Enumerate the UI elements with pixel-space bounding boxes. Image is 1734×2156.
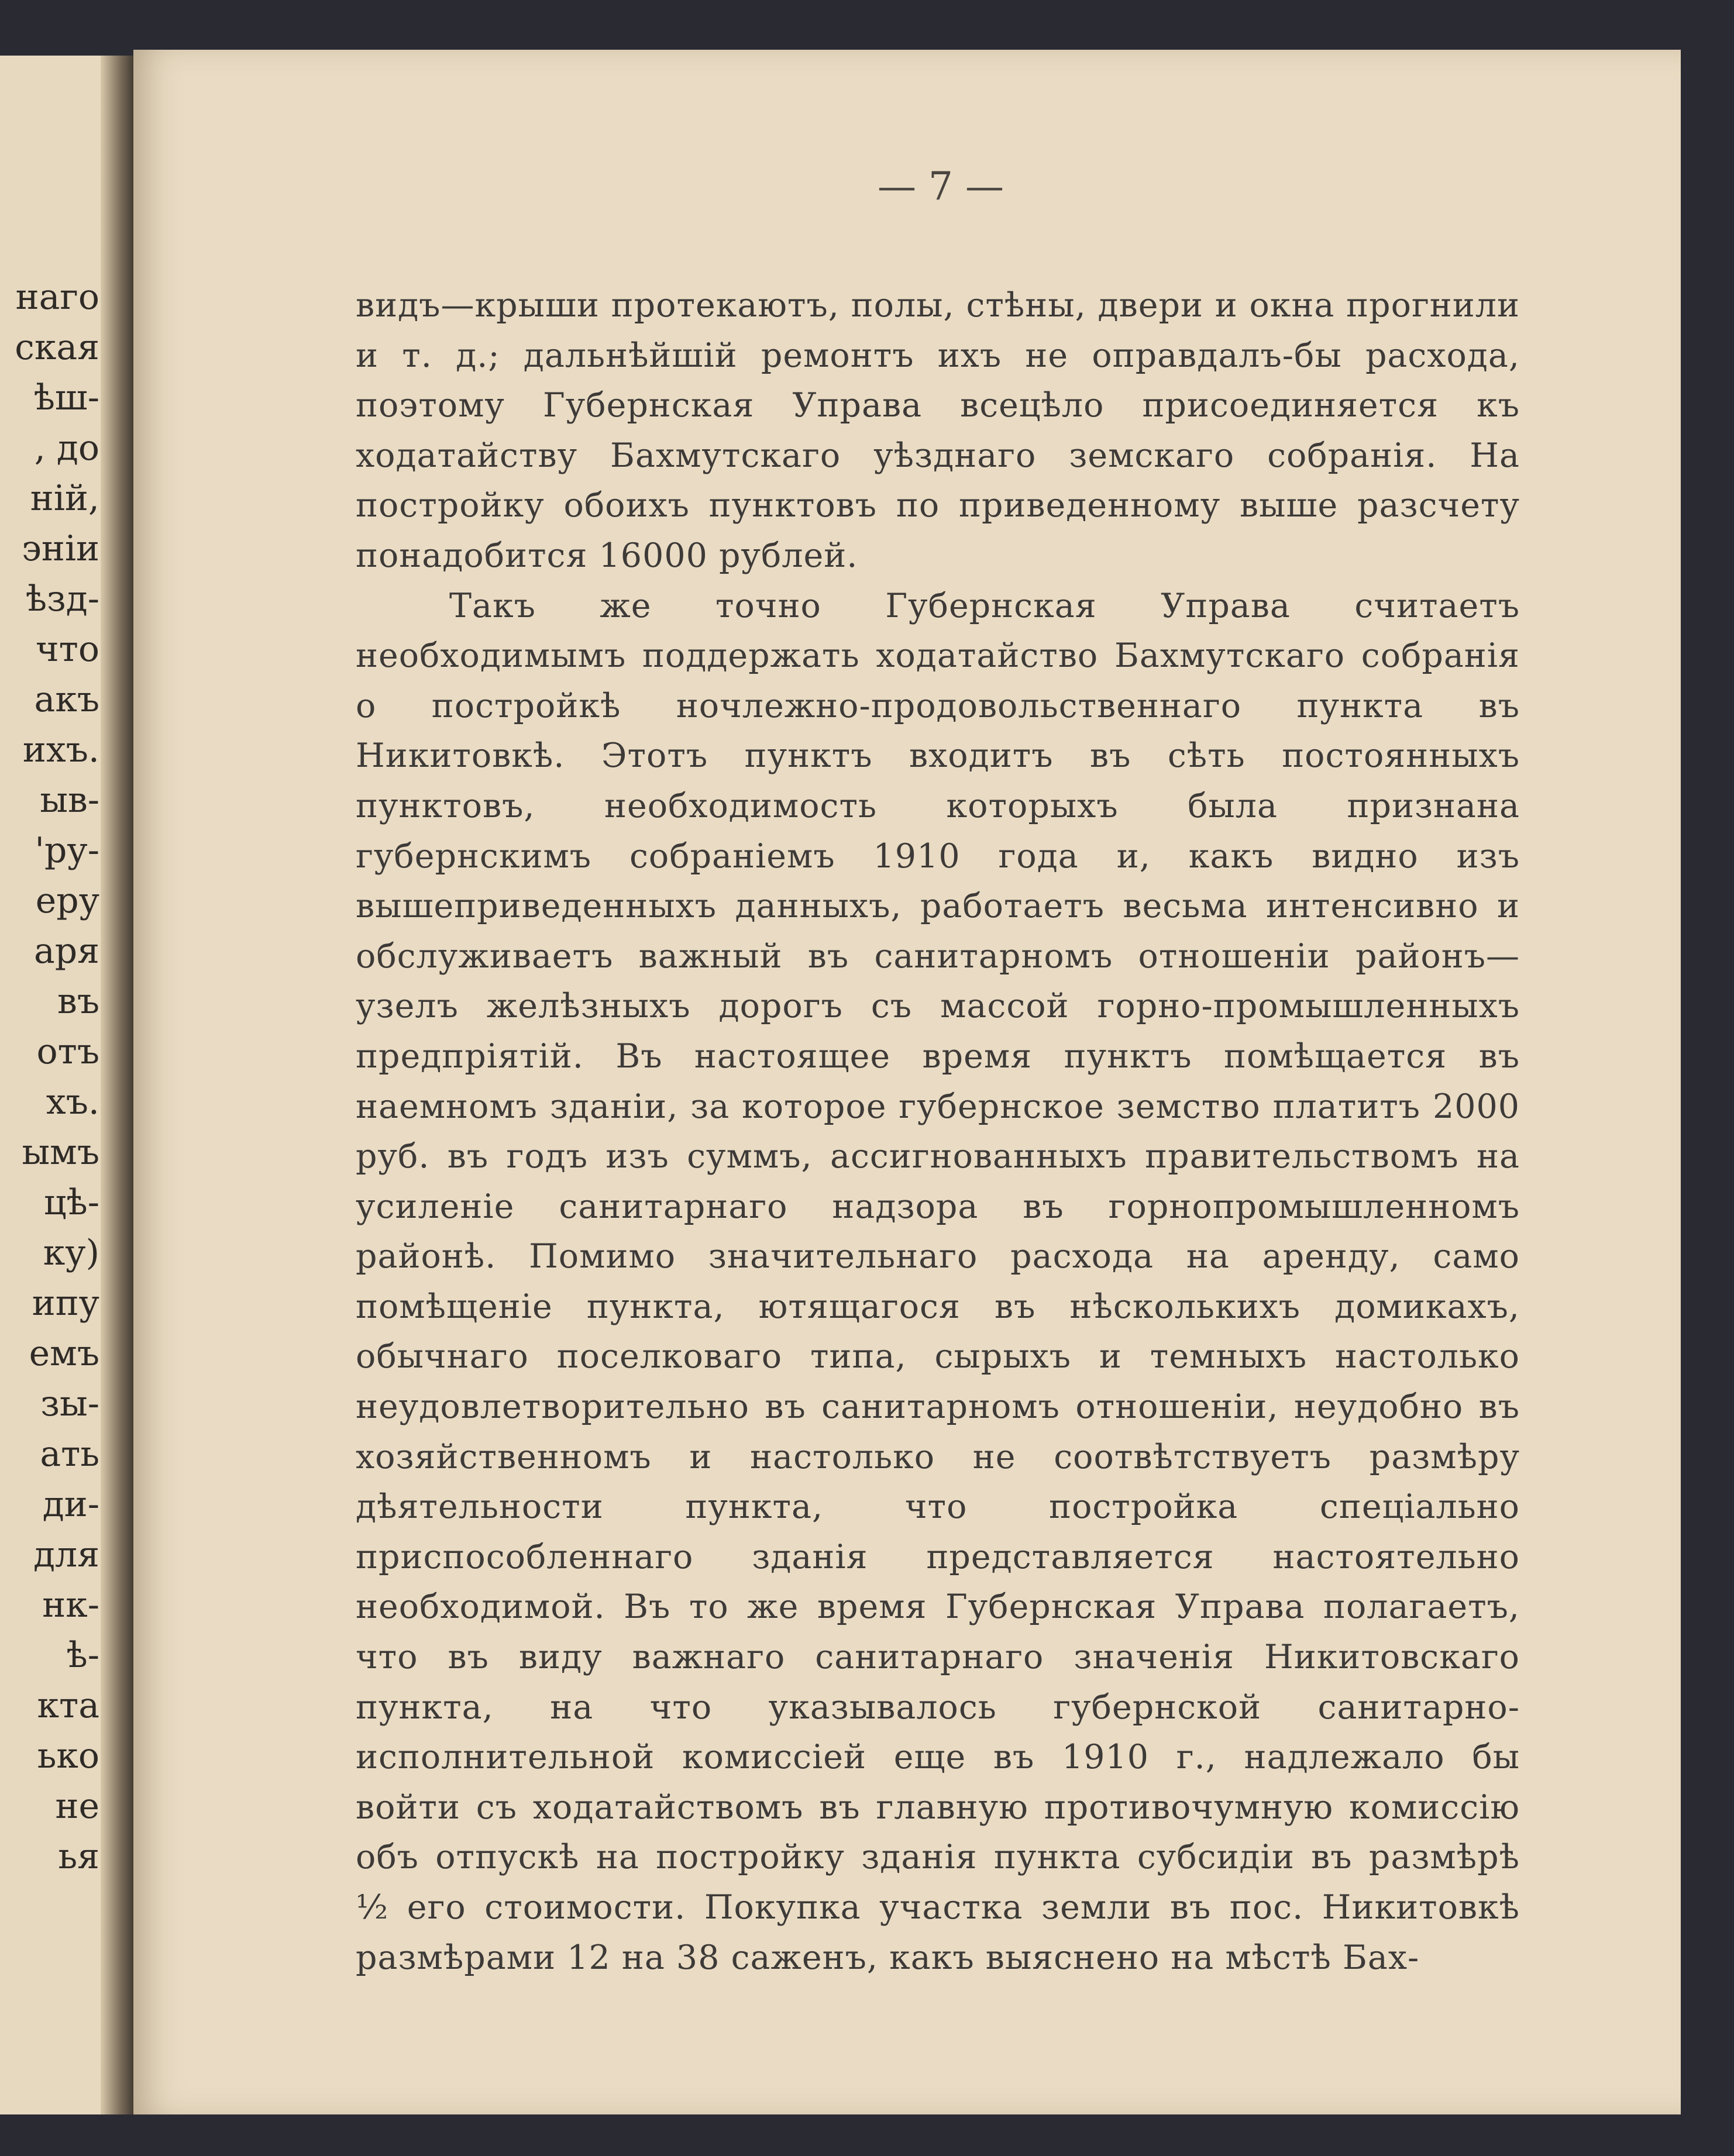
book-gutter <box>101 56 136 2114</box>
left-page-line: нк- <box>42 1585 99 1625</box>
left-page-line: въ <box>57 981 99 1022</box>
left-page-line: акъ <box>34 679 99 720</box>
left-page-line: ская <box>15 327 99 368</box>
left-page-line: отъ <box>36 1031 99 1072</box>
left-page-text <box>0 272 99 1882</box>
left-page-line: наго <box>15 277 99 318</box>
left-page-line: что <box>36 629 99 670</box>
left-page-line: кта <box>37 1685 99 1726</box>
left-page-line: для <box>33 1534 99 1575</box>
left-page-line: ыв- <box>40 780 99 821</box>
left-page-line: цѣ- <box>43 1182 99 1223</box>
left-page-line: ѣш- <box>33 377 99 418</box>
left-page-line: ихъ. <box>22 729 99 770</box>
left-page-line: не <box>55 1786 99 1827</box>
left-page-line: ди- <box>42 1484 99 1525</box>
page-body <box>356 281 1520 1983</box>
paragraph-1: видъ—крыши протекаютъ, полы, стѣны, двери и окна прогнили и т. д.; дальнѣйшій ремонтъ ихъ не оправдалъ-бы расхода, поэтому Губернская Управа всецѣло присоединяется къ ходатайству Бахмутскаго уѣзднаго земскаго собранія. На постройку обоихъ пунктовъ по приведенному выше разсчету понадобится 16000 рублей. <box>356 286 1520 575</box>
left-page-line: ать <box>40 1434 99 1475</box>
left-page-line: , до <box>34 428 99 469</box>
left-page-line: ѣ- <box>66 1635 99 1676</box>
left-page-line: ымъ <box>22 1132 99 1173</box>
right-page <box>133 50 1681 2114</box>
left-page-line: ья <box>58 1836 99 1877</box>
left-page-line: аря <box>33 931 99 972</box>
left-page-line: хъ. <box>46 1082 99 1122</box>
left-page-line: ѣзд- <box>25 578 99 619</box>
paragraph-2: Такъ же точно Губернская Управа считаетъ необходимымъ поддержать ходатайство Бахмутскаго собранія о постройкѣ ночлежно-продовольственнаго пункта въ Никитовкѣ. Этотъ пунктъ входитъ въ сѣть постоянныхъ пунктовъ, необходимость которыхъ была признана губернскимъ собраніемъ 1910 года и, какъ видно изъ вышеприведенныхъ данныхъ, работаетъ весьма интенсивно и обслуживаетъ важный въ санитарномъ отношеніи районъ—узелъ желѣзныхъ дорогъ съ массой горно-промышленныхъ предпріятій. Въ настоящее время пунктъ помѣщается въ наемномъ зданіи, за которое губернское земство платитъ 2000 руб. въ годъ изъ суммъ, ассигнованныхъ правительствомъ на усиленіе санитарнаго надзора въ горнопромышленномъ районѣ. Помимо значительнаго расхода на аренду, само помѣщеніе пункта, ютящагося въ нѣсколькихъ домикахъ, обычнаго поселковаго типа, сырыхъ и темныхъ настолько неудовлетворительно въ санитарномъ отношеніи, неудобно въ хозяйственномъ и настолько не соотвѣтствуетъ размѣру дѣятельности пункта, что постройка спеціально приспособленнаго зданія представляется настоятельно необходимой. Въ то же время Губернская Управа полагаетъ, что въ виду важнаго санитарнаго значенія Никитовскаго пункта, на что указывалось губернской санитарно-исполнительной комиссіей еще въ 1910 г., надлежало бы войти съ ходатайствомъ въ главную противочумную комиссію объ отпускѣ на постройку зданія пункта субсидіи въ размѣрѣ ½ его стоимости. Покупка участка земли въ пос. Никитовкѣ размѣрами 12 на 38 саженъ, какъ выяснено на мѣстѣ Бах- <box>356 586 1520 1977</box>
left-page-line: 'ру- <box>35 830 99 871</box>
left-page-line: емъ <box>29 1333 99 1374</box>
page-number: — 7 — <box>878 164 1004 209</box>
left-page-line: ько <box>37 1735 99 1776</box>
left-page-line: ній, <box>30 478 99 519</box>
left-page-line: ипу <box>32 1283 99 1324</box>
left-page-line: еру <box>35 880 99 921</box>
left-page-line: эніи <box>22 528 99 569</box>
left-page-line: зы- <box>40 1383 99 1424</box>
left-page-line: ку) <box>43 1232 99 1273</box>
